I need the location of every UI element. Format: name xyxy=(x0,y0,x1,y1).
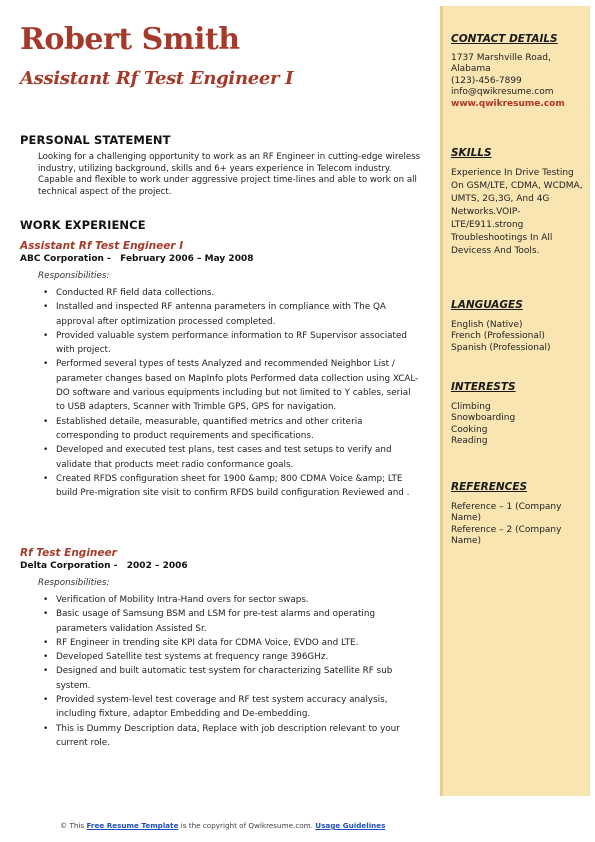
contact-website[interactable]: www.qwikresume.com xyxy=(451,98,565,109)
contact-address: 1737 Marshville Road, Alabama xyxy=(451,53,551,75)
responsibilities-label: Responsibilities: xyxy=(38,578,110,588)
bullet-item: • Performed several types of tests Analyzed and recommended Neighbor List / parameter changes based on MapInfo plots Performed data collection using XCAL-DO software and various equipments including but not limited to Y cables, serial to USB adapters, Scanner with Trimble GPS, GPS for navigation. xyxy=(40,357,422,414)
references-list xyxy=(451,502,586,548)
contact-phone: (123)-456-7899 xyxy=(451,75,522,86)
bullet-item: • Developed Satellite test systems at frequency range 396GHz. xyxy=(40,650,422,664)
language-item: French (Professional) xyxy=(451,331,545,342)
job-company-dates: ABC Corporation - February 2006 – May 2008 xyxy=(20,254,254,264)
job-2-bullets xyxy=(40,593,422,750)
bullet-item: • Conducted RF field data collections. xyxy=(40,286,422,300)
skills-text: Experience In Drive Testing On GSM/LTE, CDMA, WCDMA, UMTS, 2G,3G, And 4G Networks.VOIP-LTE/E911.strong Troubleshootings In All Devicess And Tools. xyxy=(451,168,583,256)
contact-heading: CONTACT DETAILS xyxy=(451,33,558,45)
sidebar xyxy=(440,6,590,796)
candidate-title: Assistant Rf Test Engineer I xyxy=(20,68,294,89)
job-company-dates: Delta Corporation - 2002 – 2006 xyxy=(20,561,188,571)
language-item: English (Native) xyxy=(451,320,523,330)
job-title: Assistant Rf Test Engineer I xyxy=(20,240,184,252)
bullet-item: • RF Engineer in trending site KPI data for CDMA Voice, EVDO and LTE. xyxy=(40,636,422,650)
job-1-bullets xyxy=(40,286,422,500)
interest-item: Reading xyxy=(451,436,488,447)
bullet-item: • Installed and inspected RF antenna parameters in compliance with The QA approval after optimization processed completed. xyxy=(40,300,422,329)
free-resume-template-link[interactable]: Free Resume Template xyxy=(86,821,179,830)
personal-statement-text: Looking for a challenging opportunity to work as an RF Engineer in cutting-edge wireless industry, utilizing background, skills and 6+ years experience in Telecom industry. Capable and flexible to work under aggressive project time-lines and able to work on all technical aspect of the project. xyxy=(38,152,421,197)
responsibilities-label: Responsibilities: xyxy=(38,271,110,281)
job-title: Rf Test Engineer xyxy=(20,547,117,559)
candidate-name: Robert Smith xyxy=(20,22,240,57)
interest-item: Snowboarding xyxy=(451,413,516,424)
bullet-item: • Designed and built automatic test system for characterizing Satellite RF sub system. xyxy=(40,664,422,693)
work-experience-heading: WORK EXPERIENCE xyxy=(20,218,146,232)
skills-heading: SKILLS xyxy=(451,147,492,159)
bullet-item: • Verification of Mobility Intra-Hand overs for sector swaps. xyxy=(40,593,422,607)
usage-guidelines-link[interactable]: Usage Guidelines xyxy=(315,821,386,830)
languages-heading: LANGUAGES xyxy=(451,299,523,311)
bullet-item: • Created RFDS configuration sheet for 1900 &amp; 800 CDMA Voice &amp; LTE build Pre-migration site visit to confirm RFDS build configuration Reviewed and . xyxy=(40,472,422,501)
interest-item: Climbing xyxy=(451,402,491,412)
footer-middle: is the copyright of Qwikresume.com. xyxy=(178,821,316,830)
bullet-item: • Established detaile, measurable, quantified metrics and other criteria corresponding to product requirements and specifications. xyxy=(40,415,422,444)
bullet-item: • Developed and executed test plans, test cases and test setups to verify and validate that products meet radio conformance goals. xyxy=(40,443,422,472)
personal-statement-heading: PERSONAL STATEMENT xyxy=(20,133,171,147)
bullet-item: • Provided system-level test coverage and RF test system accuracy analysis, including fixture, adaptor Embedding and De-embedding. xyxy=(40,693,422,722)
contact-email[interactable]: info@qwikresume.com xyxy=(451,87,554,98)
bullet-item: • This is Dummy Description data, Replace with job description relevant to your current role. xyxy=(40,722,422,751)
interests-list xyxy=(451,402,586,448)
reference-item: Reference – 1 (Company Name) xyxy=(451,502,562,524)
languages-list xyxy=(451,320,586,354)
reference-item: Reference – 2 (Company Name) xyxy=(451,524,562,547)
interests-heading: INTERESTS xyxy=(451,381,516,393)
interest-item: Cooking xyxy=(451,424,488,435)
contact-block xyxy=(451,53,586,110)
bullet-item: • Provided valuable system performance information to RF Supervisor associated with project. xyxy=(40,329,422,358)
footer-prefix: © This xyxy=(60,821,87,830)
bullet-item: • Basic usage of Samsung BSM and LSM for pre-test alarms and operating parameters validation Assisted Sr. xyxy=(40,607,422,636)
references-heading: REFERENCES xyxy=(451,481,528,493)
language-item: Spanish (Professional) xyxy=(451,342,551,353)
